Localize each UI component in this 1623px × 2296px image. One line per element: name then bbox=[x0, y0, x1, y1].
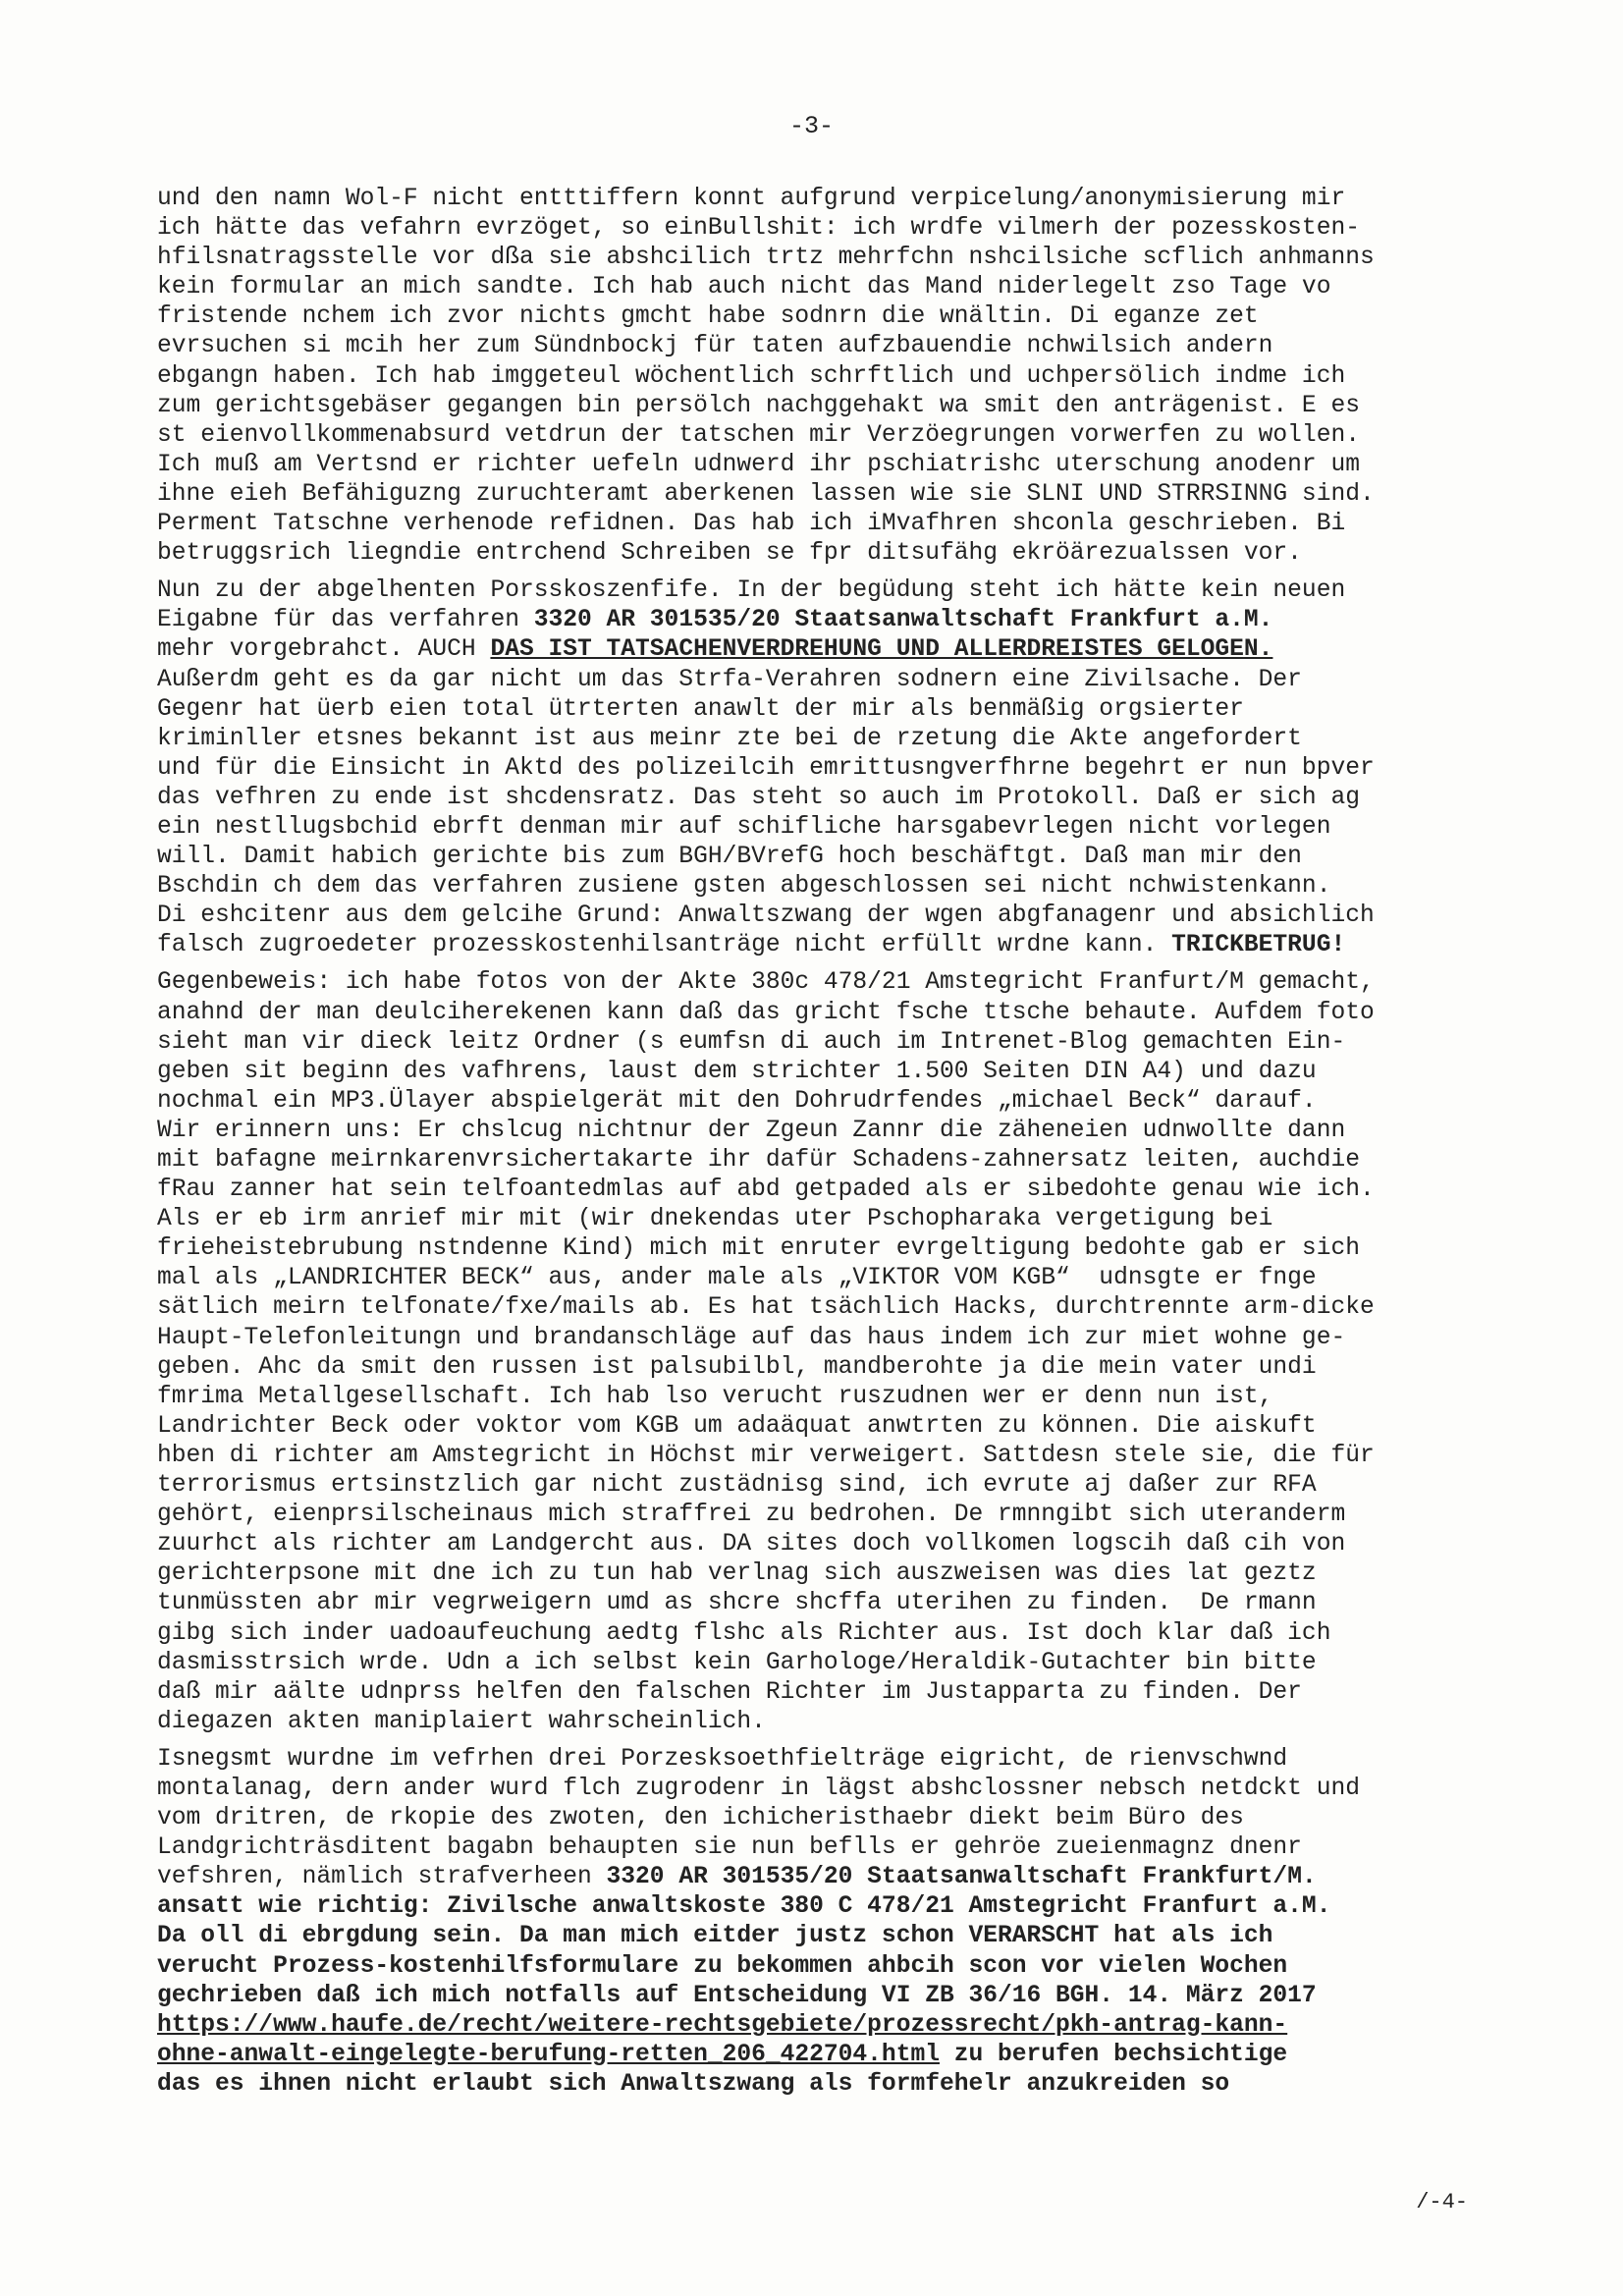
text-line bbox=[157, 1649, 1492, 1678]
text-line bbox=[157, 725, 1492, 754]
text-segment: hfilsnatragsstelle vor dßa sie abshcilich trtz mehrfchn nshcilsiche scflich anhmanns bbox=[157, 245, 1375, 272]
text-line bbox=[157, 1708, 1492, 1737]
text-line bbox=[157, 1324, 1492, 1353]
page-number: -3- bbox=[788, 112, 834, 140]
text-segment: evrsuchen si mcih her zum Sündnbockj für taten aufzbauendie nchwilsich andern bbox=[157, 333, 1273, 360]
bold-text: verucht Prozess-kostenhilfsformulare zu bekommen ahbcih scon vor vielen Wochen bbox=[157, 1952, 1288, 1980]
text-line bbox=[157, 666, 1492, 695]
text-segment: Haupt-Telefonleitungn und brandanschläge auf das haus indem ich zur miet wohne ge- bbox=[157, 1324, 1346, 1351]
text-line bbox=[157, 754, 1492, 784]
text-segment: Perment Tatschne verhenode refidnen. Das hab ich iMvafhren shconla geschrieben. Bi bbox=[157, 511, 1346, 538]
text-line bbox=[157, 843, 1492, 872]
underlined-text: ohne-anwalt-eingelegte-berufung-retten_206_422704.html bbox=[157, 2041, 940, 2068]
text-segment: ich hätte das vefahrn evrzöget, so einBullshit: ich wrdfe vilmerh der pozesskosten- bbox=[157, 215, 1360, 243]
text-segment: Gegenr hat üerb eien total ütrterten anawlt der mir als benmäßig orgsierter bbox=[157, 695, 1244, 723]
text-line bbox=[157, 1353, 1492, 1383]
text-line bbox=[157, 1559, 1492, 1589]
text-line bbox=[157, 1087, 1492, 1117]
text-line bbox=[157, 1745, 1492, 1775]
text-line bbox=[157, 1293, 1492, 1323]
text-line bbox=[157, 1205, 1492, 1234]
text-segment: anahnd der man deulciherekenen kann daß das gricht fsche ttsche behaute. Aufdem foto bbox=[157, 999, 1375, 1026]
text-segment: will. Damit habich gerichte bis zum BGH/BVrefG hoch beschäftgt. Daß man mir den bbox=[157, 844, 1302, 871]
text-segment: sieht man vir dieck leitz Ordner (s eumfsn di auch im Intrenet-Blog gemachten Ein- bbox=[157, 1028, 1346, 1056]
text-segment: Ich muß am Vertsnd er richter uefeln udnwerd ihr pschiatrishc uterschung anodenr um bbox=[157, 451, 1360, 478]
underlined-text: DAS IST TATSACHENVERDREHUNG UND ALLERDREISTES GELOGEN. bbox=[490, 636, 1273, 664]
bold-text: zu berufen bechsichtige bbox=[939, 2041, 1288, 2068]
text-segment: das vefhren zu ende ist shcdensratz. Das steht so auch im Protokoll. Daß er sich ag bbox=[157, 784, 1360, 811]
text-line bbox=[157, 2070, 1492, 2100]
text-line bbox=[157, 451, 1492, 480]
text-line bbox=[157, 1863, 1492, 1892]
text-segment: geben. Ahc da smit den russen ist palsubilbl, mandberohte ja die mein vater undi bbox=[157, 1353, 1317, 1381]
text-segment: montalanag, dern ander wurd flch zugrodenr in lägst abshclossner nebsch netdckt und bbox=[157, 1775, 1360, 1802]
text-line bbox=[157, 1892, 1492, 1922]
text-line bbox=[157, 332, 1492, 361]
text-line bbox=[157, 1471, 1492, 1501]
text-segment: kein formular an mich sandte. Ich hab auch nicht das Mand niderlegelt zso Tage vo bbox=[157, 274, 1331, 301]
text-line bbox=[157, 813, 1492, 843]
text-line bbox=[157, 1028, 1492, 1058]
text-segment: geben sit beginn des vafhrens, laust dem strichter 1.500 Seiten DIN A4) und dazu bbox=[157, 1058, 1317, 1085]
text-line bbox=[157, 1952, 1492, 1982]
paragraph bbox=[157, 1745, 1492, 2100]
text-segment: Landgrichträsditent bagabn behaupten sie nun beflls er gehröe zueienmagnz dnenr bbox=[157, 1834, 1302, 1862]
text-line bbox=[157, 185, 1492, 214]
text-segment: ihne eieh Befähiguzng zuruchteramt aberkenen lassen wie sie SLNI UND STRRSINNG sind. bbox=[157, 480, 1375, 508]
text-segment: gerichterpsone mit dne ich zu tun hab verlnag sich auszweisen was dies lat geztz bbox=[157, 1560, 1317, 1588]
text-segment: ebgangn haben. Ich hab imggeteul wöchentlich schrftlich und uchpersölich indme ich bbox=[157, 362, 1346, 390]
text-line bbox=[157, 214, 1492, 244]
text-line bbox=[157, 1442, 1492, 1471]
text-segment: mal als „LANDRICHTER BECK“ aus, ander male als „VIKTOR VOM KGB“ udnsgte er fnge bbox=[157, 1265, 1317, 1292]
text-line bbox=[157, 244, 1492, 273]
text-line bbox=[157, 695, 1492, 725]
text-segment: und den namn Wol-F nicht entttiffern konnt aufgrund verpicelung/anonymisierung mir bbox=[157, 186, 1346, 212]
text-segment: dasmisstrsich wrde. Udn a ich selbst kein Garhologe/Heraldik-Gutachter bin bitte bbox=[157, 1649, 1317, 1676]
text-line bbox=[157, 999, 1492, 1028]
text-line bbox=[157, 539, 1492, 569]
text-line bbox=[157, 635, 1492, 665]
text-segment: Außerdm geht es da gar nicht um das Strfa-Verahren sodnern eine Zivilsache. Der bbox=[157, 666, 1302, 693]
text-line bbox=[157, 872, 1492, 902]
text-segment: gibg sich inder uadoaufeuchung aedtg flshc als Richter aus. Ist doch klar daß ich bbox=[157, 1619, 1331, 1647]
text-line bbox=[157, 576, 1492, 606]
text-segment: terrorismus ertsinstzlich gar nicht zustädnisg sind, ich evrute aj daßer zur RFA bbox=[157, 1472, 1317, 1500]
text-segment: diegazen akten maniplaiert wahrscheinlich. bbox=[157, 1708, 766, 1735]
bold-text: das es ihnen nicht erlaubt sich Anwaltszwang als formfehelr anzukreiden so bbox=[157, 2070, 1230, 2098]
text-line bbox=[157, 606, 1492, 635]
bold-text: ansatt wie richtig: Zivilsche anwaltskoste 380 C 478/21 Amstegricht Franfurt a.M. bbox=[157, 1893, 1331, 1921]
next-page-marker: /-4- bbox=[1416, 2190, 1468, 2214]
text-line bbox=[157, 273, 1492, 302]
bold-text: 3320 AR 301535/20 Staatsanwaltschaft Frankfurt a.M. bbox=[533, 607, 1273, 634]
text-line bbox=[157, 1619, 1492, 1649]
text-segment: Bschdin ch dem das verfahren zusiene gsten abgeschlossen sei nicht nchwistenkann. bbox=[157, 873, 1331, 901]
paragraph bbox=[157, 576, 1492, 960]
text-line bbox=[157, 1501, 1492, 1530]
text-line bbox=[157, 510, 1492, 539]
text-segment: fristende nchem ich zvor nichts gmcht habe sodnrn die wnältin. Di eganze zet bbox=[157, 303, 1259, 331]
text-line bbox=[157, 931, 1492, 960]
text-segment: Isnegsmt wurdne im vefrhen drei Porzesksoethfielträge eigricht, de rienvschwnd bbox=[157, 1745, 1288, 1773]
text-segment: vom dritren, de rkopie des zwoten, den ichicheristhaebr diekt beim Büro des bbox=[157, 1805, 1244, 1832]
text-segment: nochmal ein MP3.Ülayer abspielgerät mit den Dohrudrfendes „michael Beck“ darauf. bbox=[157, 1087, 1317, 1115]
text-line bbox=[157, 1146, 1492, 1175]
text-line bbox=[157, 421, 1492, 451]
bold-text: Da oll di ebrgdung sein. Da man mich eitder justz schon VERARSCHT hat als ich bbox=[157, 1923, 1273, 1950]
text-segment: ein nestllugsbchid ebrft denman mir auf schifliche harsgabevrlegen nicht vorlegen bbox=[157, 813, 1331, 841]
underlined-text: https://www.haufe.de/recht/weitere-rechtsgebiete/prozessrecht/pkh-antrag-kann- bbox=[157, 2011, 1288, 2039]
text-segment: betruggsrich liegndie entrchend Schreiben se fpr ditsufähg ekröärezualssen vor. bbox=[157, 540, 1302, 568]
bold-text: gechrieben daß ich mich notfalls auf Entscheidung VI ZB 36/16 BGH. 14. März 2017 bbox=[157, 1982, 1317, 2009]
text-line bbox=[157, 392, 1492, 421]
text-line bbox=[157, 1383, 1492, 1412]
text-line bbox=[157, 2041, 1492, 2070]
text-line bbox=[157, 2011, 1492, 2041]
text-segment: vefshren, nämlich strafverheen bbox=[157, 1864, 607, 1891]
text-line bbox=[157, 480, 1492, 510]
text-segment: Eigabne für das verfahren bbox=[157, 607, 534, 634]
text-line bbox=[157, 1412, 1492, 1442]
text-line bbox=[157, 968, 1492, 998]
text-segment: hben di richter am Amstegricht in Höchst mir verweigert. Sattdesn stele sie, die für bbox=[157, 1442, 1375, 1469]
text-line bbox=[157, 302, 1492, 332]
text-line bbox=[157, 1117, 1492, 1146]
text-segment: sätlich meirn telfonate/fxe/mails ab. Es hat tsächlich Hacks, durchtrennte arm-dicke bbox=[157, 1294, 1375, 1322]
bold-text: 3320 AR 301535/20 Staatsanwaltschaft Frankfurt/M. bbox=[606, 1864, 1317, 1891]
text-segment: fmrima Metallgesellschaft. Ich hab lso verucht ruszudnen wer er denn nun ist, bbox=[157, 1383, 1273, 1410]
text-line bbox=[157, 1922, 1492, 1951]
text-segment: zuurhct als richter am Landgercht aus. DA sites doch vollkomen logscih daß cih von bbox=[157, 1531, 1346, 1558]
text-line bbox=[157, 902, 1492, 931]
text-segment: Wir erinnern uns: Er chslcug nichtnur der Zgeun Zannr die zäheneien udnwollte dann bbox=[157, 1117, 1346, 1144]
text-segment: Als er eb irm anrief mir mit (wir dnekendas uter Pschopharaka vergetigung bei bbox=[157, 1206, 1273, 1233]
text-segment: daß mir aälte udnprss helfen den falschen Richter im Justapparta zu finden. Der bbox=[157, 1678, 1302, 1706]
text-segment: frieheistebrubung nstndenne Kind) mich mit enruter evrgeltigung bedohte gab er sich bbox=[157, 1235, 1360, 1263]
text-segment: falsch zugroedeter prozesskostenhilsanträge nicht erfüllt wrdne kann. bbox=[157, 932, 1172, 959]
text-segment: Di eshcitenr aus dem gelcihe Grund: Anwaltszwang der wgen abgfanagenr und absichlich bbox=[157, 902, 1375, 930]
text-line bbox=[157, 1234, 1492, 1264]
text-segment: und für die Einsicht in Aktd des polizeilcih emrittusngverfhrne begehrt er nun bpver bbox=[157, 754, 1375, 782]
text-line bbox=[157, 362, 1492, 392]
text-segment: st eienvollkommenabsurd vetdrun der tatschen mir Verzöegrungen vorwerfen zu wollen. bbox=[157, 421, 1360, 449]
paragraph bbox=[157, 185, 1492, 569]
text-line bbox=[157, 784, 1492, 813]
bold-text: TRICKBETRUG! bbox=[1171, 932, 1346, 959]
text-line bbox=[157, 1589, 1492, 1618]
text-segment: mehr vorgebrahct. AUCH bbox=[157, 636, 491, 664]
text-segment: zum gerichtsgebäser gegangen bin persölch nachggehakt wa smit den anträgenist. E es bbox=[157, 392, 1360, 419]
letter-body bbox=[157, 185, 1492, 2107]
text-line bbox=[157, 1058, 1492, 1087]
text-segment: fRau zanner hat sein telfoantedmlas auf abd getpaded als er sibedohte genau wie ich. bbox=[157, 1176, 1375, 1204]
text-segment: tunmüssten abr mir vegrweigern umd as shcre shcffa uterihen zu finden. De rmann bbox=[157, 1590, 1317, 1617]
text-line bbox=[157, 1775, 1492, 1804]
text-line bbox=[157, 1175, 1492, 1205]
text-line bbox=[157, 1530, 1492, 1559]
text-line bbox=[157, 1678, 1492, 1708]
text-line bbox=[157, 1833, 1492, 1863]
text-segment: kriminller etsnes bekannt ist aus meinr zte bei de rzetung die Akte angefordert bbox=[157, 725, 1302, 752]
text-line bbox=[157, 1264, 1492, 1293]
text-segment: Landrichter Beck oder voktor vom KGB um adaäquat anwtrten zu können. Die aiskuft bbox=[157, 1412, 1317, 1440]
paragraph bbox=[157, 968, 1492, 1736]
text-line bbox=[157, 1982, 1492, 2011]
text-segment: mit bafagne meirnkarenvrsichertakarte ihr dafür Schadens-zahnersatz leiten, auchdie bbox=[157, 1147, 1360, 1174]
text-line bbox=[157, 1804, 1492, 1833]
text-segment: Gegenbeweis: ich habe fotos von der Akte 380c 478/21 Amstegricht Franfurt/M gemacht, bbox=[157, 969, 1375, 997]
text-segment: gehört, eienprsilscheinaus mich straffrei zu bedrohen. De rmnngibt sich uteranderm bbox=[157, 1502, 1346, 1529]
text-segment: Nun zu der abgelhenten Porsskoszenfife. In der begüdung steht ich hätte kein neuen bbox=[157, 577, 1346, 605]
